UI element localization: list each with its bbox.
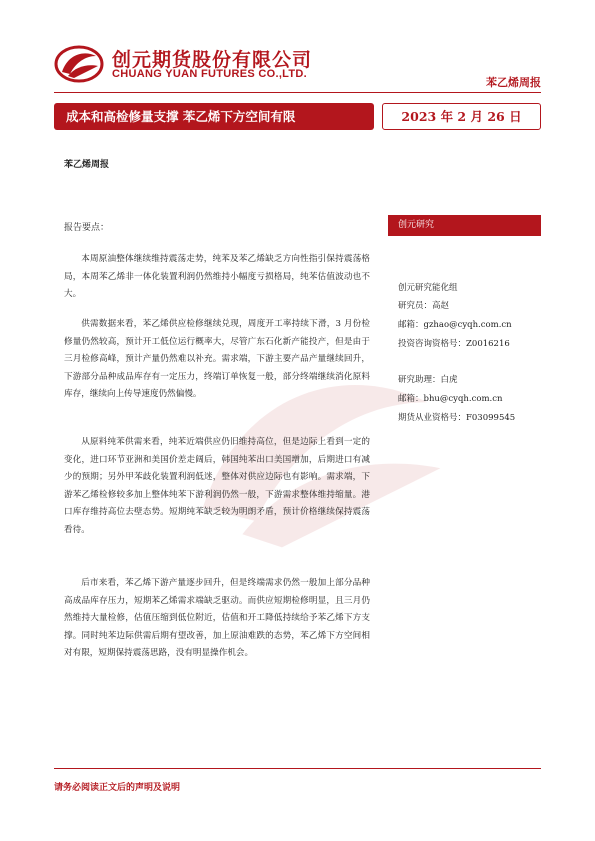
assistant-email: 邮箱：bhu@cyqh.com.cn [398, 394, 503, 404]
research-group: 创元研究能化组 [398, 283, 458, 293]
section-subtitle: 苯乙烯周报 [64, 160, 110, 170]
report-type-tag: 苯乙烯周报 [486, 76, 541, 89]
company-name-cn: 创元期货股份有限公司 [112, 49, 313, 71]
assistant-license: 期货从业资格号：F03099545 [398, 413, 516, 423]
assistant-name: 研究助理：白虎 [398, 375, 458, 385]
company-logo [54, 44, 104, 84]
company-name-en: CHUANG YUAN FUTURES CO.,LTD. [112, 68, 307, 80]
report-title: 成本和高检修量支撑 苯乙烯下方空间有限 [54, 103, 374, 130]
analyst-name: 研究员：高赵 [398, 301, 450, 311]
header-divider [54, 92, 541, 93]
report-date: 2023 年 2 月 26 日 [382, 103, 541, 130]
analyst-license: 投资咨询资格号：Z0016216 [398, 339, 510, 349]
paragraph-overview: 本周原油整体继续维持震荡走势，纯苯及苯乙烯缺乏方向性指引保持震荡格局，本周苯乙烯非一体化装置利润仍然维持小幅度亏损格局，纯苯估值波动也不大。 [64, 254, 370, 300]
analyst-email: 邮箱：gzhao@cyqh.com.cn [398, 320, 512, 330]
paragraph-benzene: 从原料纯苯供需来看，纯苯近端供应仍旧维持高位，但是边际上看到一定的变化，进口环节亚洲和美国价差走阔后，韩国纯苯出口美国增加，后期进口有减少的预期；另外甲苯歧化装置利润低迷，整体对供应边际也有影响。需求端，下游苯乙烯检修较多加上整体纯苯下游利润仍然一般，下游需求整体维持缩量。港口库存维持高位去壁态势。短期纯苯缺乏较为明朗矛盾，预计价格继续保持震荡看待。 [64, 437, 370, 535]
footer-disclaimer: 请务必阅读正文后的声明及说明 [54, 783, 181, 793]
summary-label: 报告要点： [64, 223, 110, 233]
paragraph-supply-demand: 供需数据来看，苯乙烯供应检修继续兑现，周度开工率持续下滑，3 月份检修量仍然较高，预计开工低位运行概率大，尽管广东石化新产能投产，但是由于三月检修高峰，预计产量仍然难以补充。需求端，下游主要产品产量继续回升，下游部分品种成品库存有一定压力，终端订单恢复一般，部分终端继续消化原料库存，继续向上传导速度仍然偏慢。 [64, 319, 370, 400]
footer-divider [54, 768, 541, 769]
paragraph-outlook: 后市来看，苯乙烯下游产量逐步回升，但是终端需求仍然一般加上部分品种高成品库存压力，短期苯乙烯需求端缺乏驱动。而供应短期检修明显，且三月仍然维持大量检修，估值压缩到低位附近，估值和开工降低持续给予苯乙烯下方支撑。同时纯苯边际供需后期有望改善，加上原油难跌的态势，苯乙烯下方空间相对有限，短期保持震荡思路，没有明显操作机会。 [64, 578, 370, 659]
sidebar-header: 创元研究 [388, 215, 541, 236]
